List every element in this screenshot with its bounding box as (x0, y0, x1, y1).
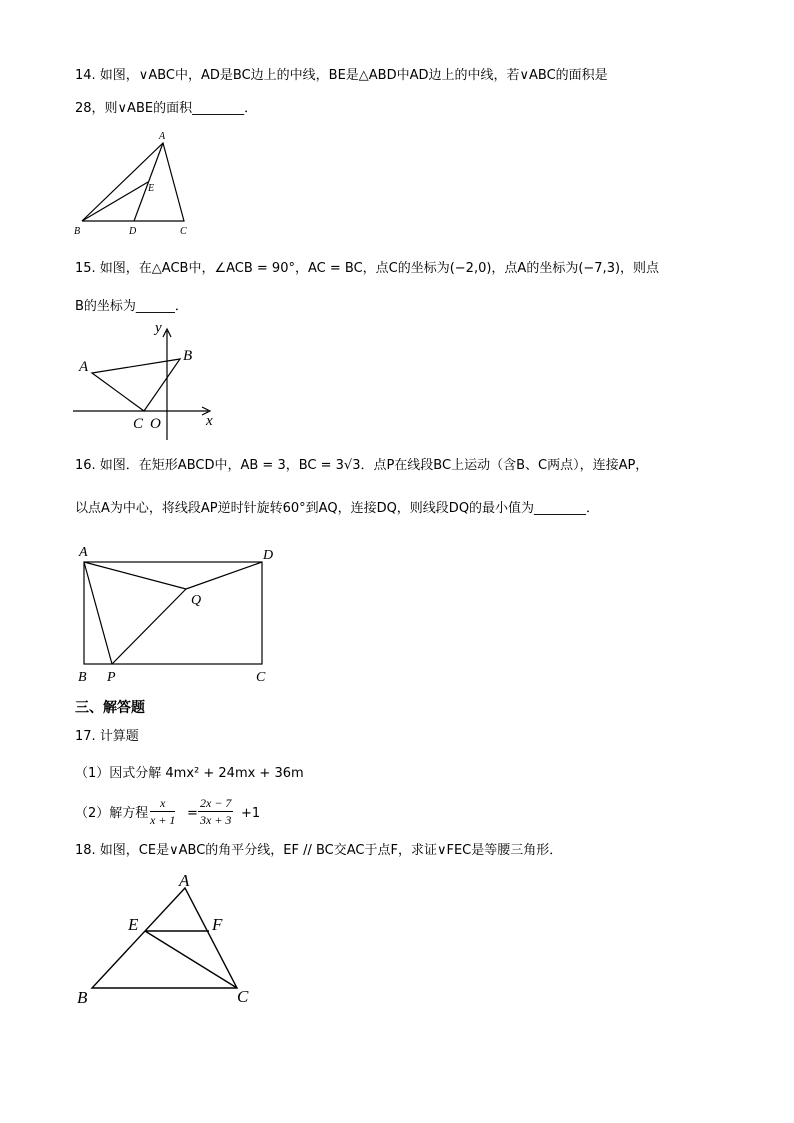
q16-text-line1: 16. 如图．在矩形ABCD中，AB = 3，BC = 3√3．点P在线段BC上运动（含B、C两点），连接AP， (75, 458, 649, 473)
q14-label-a: A (159, 131, 166, 142)
q14-text-line1: 14. 如图，∨ABC中，AD是BC边上的中线，BE是△ABD中AD边上的中线，若∨ABC的面积是 (75, 68, 608, 83)
q14-label-c: C (180, 226, 187, 237)
q17-title: 17. 计算题 (75, 729, 139, 744)
q17-lhs-denominator: x + 1 (150, 813, 176, 827)
section-heading: 三、解答题 (75, 700, 145, 716)
q17-lhs-numerator: x (150, 795, 175, 812)
q15-label-a: A (79, 359, 89, 375)
q18-text-line1: 18. 如图，CE是∨ABC的角平分线，EF // BC交AC于点F，求证∨FEC是等腰三角形． (75, 843, 563, 858)
q16-label-b: B (78, 670, 87, 685)
q16-label-a: A (79, 545, 88, 560)
q16-label-q: Q (191, 593, 202, 608)
q17-rhs-numerator: 2x − 7 (200, 796, 232, 810)
q18-label-c: C (237, 987, 249, 1006)
q14-label-e: E (148, 183, 155, 194)
q15-text-line1: 15. 如图，在△ACB中，∠ACB = 90°，AC = BC，点C的坐标为(−2,0)，点A的坐标为(−7,3)，则点 (75, 261, 660, 276)
q18-label-a: A (179, 871, 190, 890)
q16-text-line2: 以点A为中心，将线段AP逆时针旋转60°到AQ，连接DQ，则线段DQ的最小值为________． (75, 501, 600, 516)
q17-equals: = (187, 806, 198, 821)
q15-label-x: x (206, 413, 213, 429)
q15-label-o: O (150, 416, 161, 432)
q15-label-y: y (155, 320, 162, 336)
q17-rhs-denominator: 3x + 3 (200, 813, 232, 827)
q17-part1: （1）因式分解 4mx² + 24mx + 36m (75, 766, 304, 781)
q15-label-c: C (133, 416, 144, 432)
q14-text-line2: 28，则∨ABE的面积________． (75, 101, 258, 116)
q14-label-b: B (74, 226, 81, 237)
q17-part2-prefix: （2）解方程 (75, 806, 149, 821)
q16-label-c: C (256, 670, 266, 685)
q18-label-e: E (128, 915, 139, 934)
q18-label-b: B (77, 988, 88, 1007)
q18-label-f: F (212, 915, 223, 934)
q14-label-d: D (129, 226, 137, 237)
q17-rhs-tail: +1 (241, 806, 261, 821)
q16-label-p: P (107, 670, 116, 685)
q15-label-b: B (183, 348, 193, 364)
q16-label-d: D (263, 548, 274, 563)
q15-text-line2: B的坐标为______． (75, 299, 188, 314)
